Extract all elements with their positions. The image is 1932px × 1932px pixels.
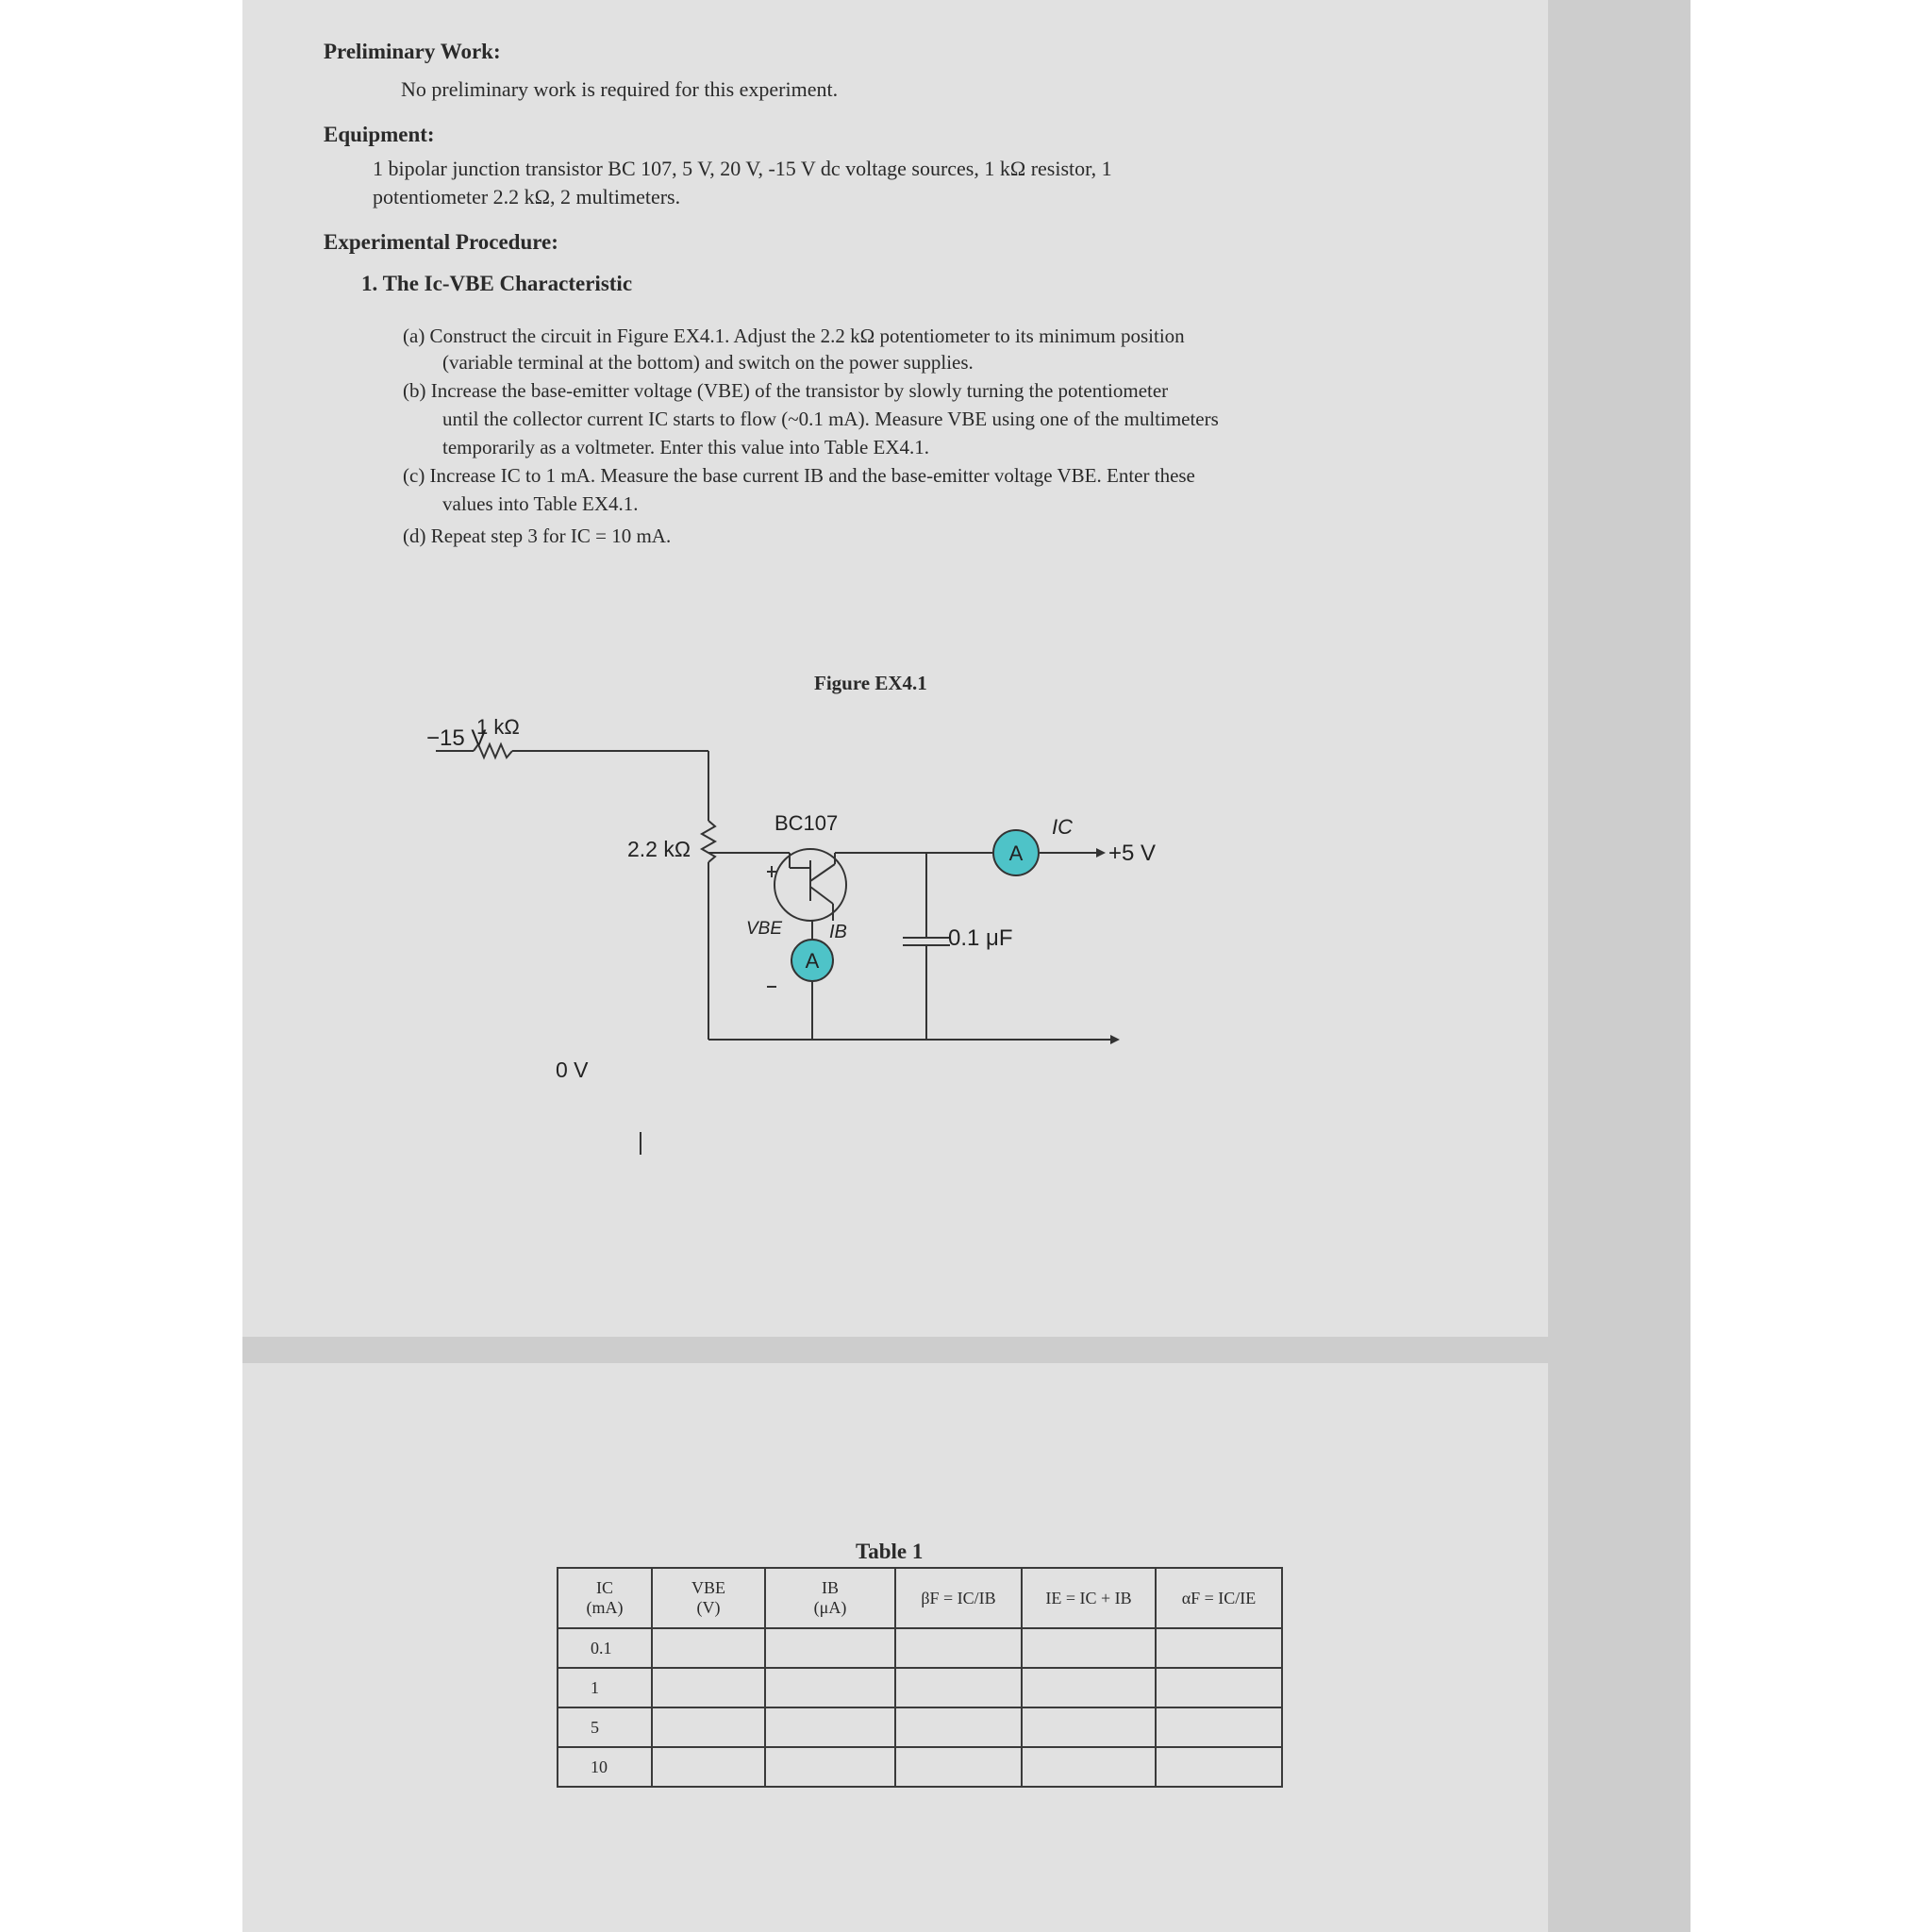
table-row [558,1707,1282,1747]
table-cell[interactable] [1156,1707,1282,1747]
table-cell[interactable] [1022,1707,1156,1747]
label-ic: IC [1052,815,1073,839]
table-cell: 5 [558,1707,652,1747]
table-cell[interactable] [1156,1668,1282,1707]
step-c-line-1: (c) Increase IC to 1 mA. Measure the base current IB and the base-emitter voltage VBE. Enter these [403,464,1195,487]
table-cell[interactable] [895,1628,1022,1668]
figure-caption: Figure EX4.1 [814,672,927,694]
header-ib: IB (μA) [765,1568,895,1628]
table-row [558,1628,1282,1668]
ammeter-collector [993,830,1039,875]
svg-text:A: A [1008,841,1024,865]
table-header-row [558,1568,1282,1628]
label-neg-supply: −15 V [426,725,487,751]
label-pos-supply: +5 V [1108,841,1157,866]
preliminary-heading: Preliminary Work: [324,40,501,63]
table-cell[interactable] [765,1628,895,1668]
table-cell[interactable] [1022,1628,1156,1668]
table-cell: 10 [558,1747,652,1787]
table-cell[interactable] [652,1747,765,1787]
table-cell[interactable] [895,1668,1022,1707]
table-title: Table 1 [856,1540,924,1563]
document-page-2 [242,1363,1548,1932]
step-b-line-2: until the collector current IC starts to flow (~0.1 mA). Measure VBE using one of the multimeters [442,408,1219,430]
table-cell[interactable] [895,1707,1022,1747]
table-cell[interactable] [895,1747,1022,1787]
results-table [557,1567,1283,1788]
header-alpha: αF = IC/IE [1156,1568,1282,1628]
screen-area [242,0,1690,1932]
table-row [558,1747,1282,1787]
table-cell[interactable] [1156,1747,1282,1787]
table-cell[interactable] [765,1747,895,1787]
step-a-line-2: (variable terminal at the bottom) and switch on the power supplies. [442,351,974,374]
table-cell: 0.1 [558,1628,652,1668]
step-a-line-1: (a) Construct the circuit in Figure EX4.1. Adjust the 2.2 kΩ potentiometer to its minimum position [403,325,1185,347]
circuit-diagram [242,698,1548,1094]
table-cell[interactable] [652,1668,765,1707]
svg-text:A: A [805,949,820,973]
document-page-1 [242,0,1548,1337]
table-cell[interactable] [1022,1668,1156,1707]
label-capacitor: 0.1 μF [948,925,1013,951]
table-cell[interactable] [1022,1747,1156,1787]
table-cell[interactable] [1156,1628,1282,1668]
label-vbe: VBE [746,919,783,939]
table-cell[interactable] [652,1707,765,1747]
table-cell[interactable] [765,1707,895,1747]
equipment-line-1: 1 bipolar junction transistor BC 107, 5 V, 20 V, -15 V dc voltage sources, 1 kΩ resistor, 1 [373,157,1112,180]
table-row [558,1668,1282,1707]
label-transistor: BC107 [774,811,839,835]
label-pot: 2.2 kΩ [627,837,691,861]
table-cell[interactable] [765,1668,895,1707]
equipment-heading: Equipment: [324,123,435,146]
equipment-line-2: potentiometer 2.2 kΩ, 2 multimeters. [373,185,681,208]
label-ground: 0 V [556,1058,589,1082]
text-cursor [640,1132,641,1155]
potentiometer [702,821,715,862]
header-beta: βF = IC/IB [895,1568,1022,1628]
label-resistor: 1 kΩ [476,715,520,739]
ammeter-base [791,940,833,981]
step-b-line-1: (b) Increase the base-emitter voltage (VBE) of the transistor by slowly turning the potentiometer [403,379,1169,402]
header-ic: IC (mA) [558,1568,652,1628]
table-cell[interactable] [652,1628,765,1668]
table-cell: 1 [558,1668,652,1707]
step-b-line-3: temporarily as a voltmeter. Enter this value into Table EX4.1. [442,436,930,458]
step-d-line-1: (d) Repeat step 3 for IC = 10 mA. [403,525,672,547]
preliminary-text: No preliminary work is required for this experiment. [401,77,839,101]
procedure-heading: Experimental Procedure: [324,230,558,254]
header-ie: IE = IC + IB [1022,1568,1156,1628]
header-vbe: VBE (V) [652,1568,765,1628]
step-c-line-2: values into Table EX4.1. [442,492,639,515]
label-ib: IB [829,922,847,942]
section-title: 1. The Ic-VBE Characteristic [361,272,633,295]
